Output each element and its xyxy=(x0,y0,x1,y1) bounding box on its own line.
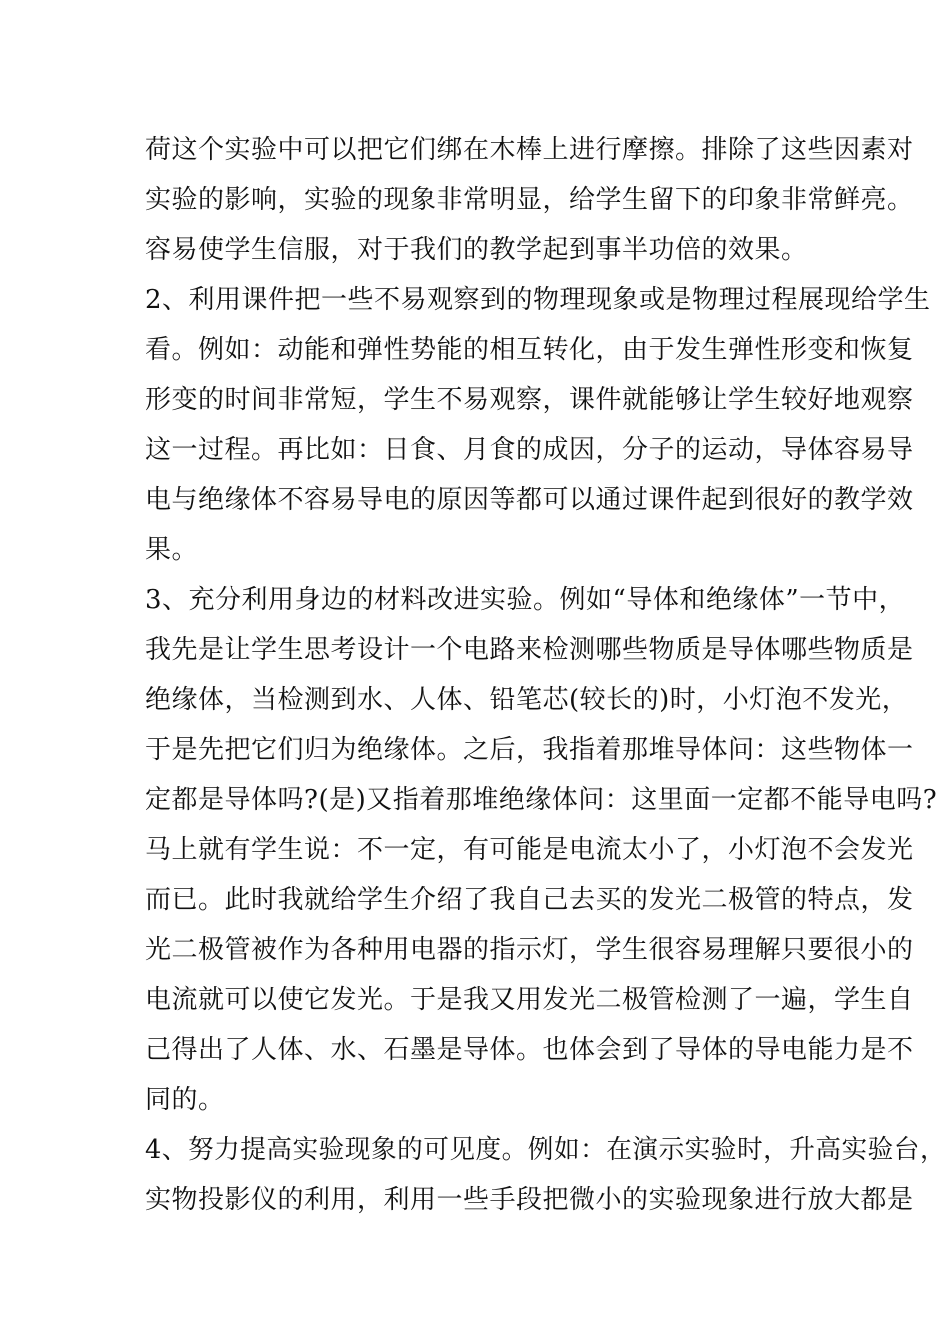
text-line-10: 3、充分利用身边的材料改进实验。例如“导体和绝缘体”一节中， xyxy=(145,585,906,615)
text-line-4: 2、利用课件把一些不易观察到的物理现象或是物理过程展现给学生 xyxy=(145,285,931,315)
text-line-13: 于是先把它们归为绝缘体。之后，我指着那堆导体问：这些物体一 xyxy=(145,735,914,765)
text-line-2: 实验的影响，实验的现象非常明显，给学生留下的印象非常鲜亮。 xyxy=(145,185,914,215)
text-line-9: 果。 xyxy=(145,535,199,565)
text-line-1: 荷这个实验中可以把它们绑在木棒上进行摩擦。排除了这些因素对 xyxy=(145,135,914,165)
text-line-7: 这一过程。再比如：日食、月食的成因，分子的运动，导体容易导 xyxy=(145,435,914,465)
text-line-6: 形变的时间非常短，学生不易观察，课件就能够让学生较好地观察 xyxy=(145,385,914,415)
text-line-16: 而已。此时我就给学生介绍了我自己去买的发光二极管的特点，发 xyxy=(145,885,914,915)
text-line-17: 光二极管被作为各种用电器的指示灯，学生很容易理解只要很小的 xyxy=(145,935,914,965)
text-line-19: 己得出了人体、水、石墨是导体。也体会到了导体的导电能力是不 xyxy=(145,1035,914,1065)
text-line-5: 看。例如：动能和弹性势能的相互转化，由于发生弹性形变和恢复 xyxy=(145,335,914,365)
text-line-12: 绝缘体，当检测到水、人体、铅笔芯(较长的)时，小灯泡不发光， xyxy=(145,685,909,715)
text-line-21: 4、努力提高实验现象的可见度。例如：在演示实验时，升高实验台， xyxy=(145,1135,947,1165)
text-line-3: 容易使学生信服，对于我们的教学起到事半功倍的效果。 xyxy=(145,235,808,265)
text-line-22: 实物投影仪的利用，利用一些手段把微小的实验现象进行放大都是 xyxy=(145,1185,914,1215)
text-line-14: 定都是导体吗?(是)又指着那堆绝缘体问：这里面一定都不能导电吗? xyxy=(145,785,938,815)
text-line-20: 同的。 xyxy=(145,1085,225,1115)
text-line-15: 马上就有学生说：不一定，有可能是电流太小了，小灯泡不会发光 xyxy=(145,835,914,865)
text-line-18: 电流就可以使它发光。于是我又用发光二极管检测了一遍，学生自 xyxy=(145,985,914,1015)
text-line-11: 我先是让学生思考设计一个电路来检测哪些物质是导体哪些物质是 xyxy=(145,635,914,665)
text-line-8: 电与绝缘体不容易导电的原因等都可以通过课件起到很好的教学效 xyxy=(145,485,914,515)
